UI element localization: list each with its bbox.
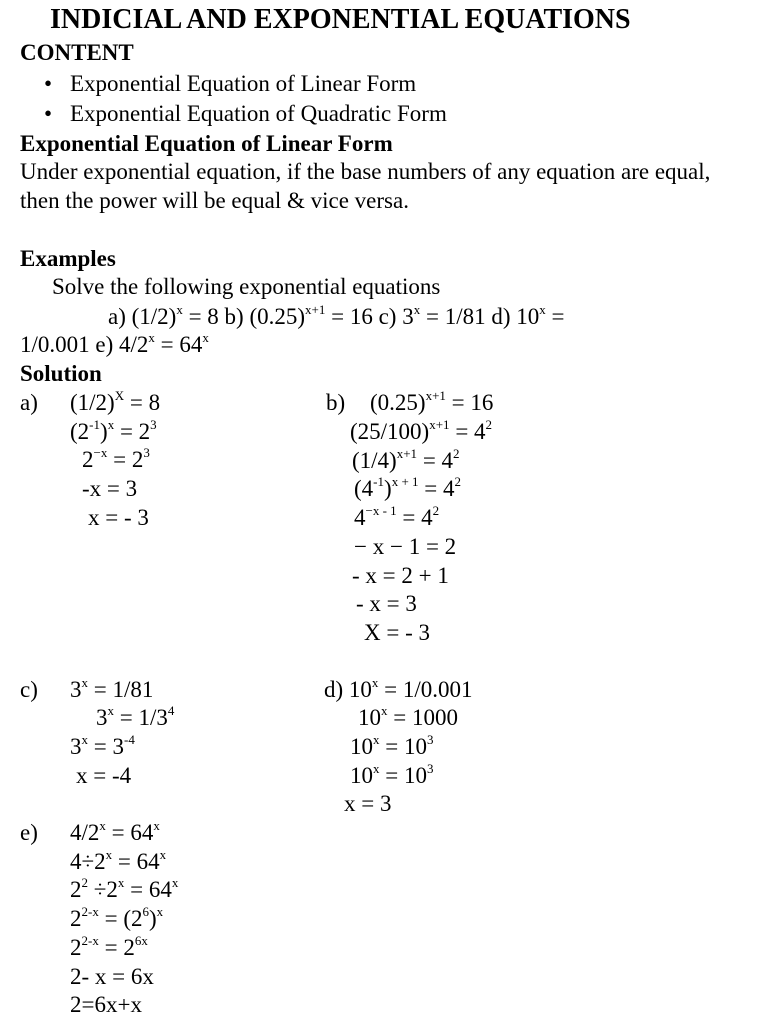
- solution-b-line: $(4^{-1})^{x + 1} = 4^2$: [354, 474, 462, 501]
- page-title: INDICIAL AND EXPONENTIAL EQUATIONS: [50, 4, 631, 35]
- solution-e-line: $4\div 2^x = 64^x$: [70, 847, 167, 874]
- content-item: • Exponential Equation of Quadratic Form: [44, 101, 447, 126]
- solution-a-line: $2^{-x} = 2^3$: [82, 445, 150, 472]
- solution-a-line: -x = 3: [82, 476, 138, 501]
- content-item: • Exponential Equation of Linear Form: [44, 71, 417, 96]
- bullet-icon: •: [44, 101, 53, 126]
- intro-text: then the power will be equal & vice versa.: [20, 188, 409, 213]
- solution-b-line: $(0.25)^{x+1} = 16$: [370, 388, 494, 415]
- solution-c-line: x = -4: [76, 763, 132, 788]
- solution-b-line: $(1/4)^{x+1} = 4^2$: [352, 446, 460, 473]
- solution-e-line: 2- x = 6x: [70, 964, 154, 989]
- solution-b-line: X = - 3: [364, 620, 430, 645]
- solution-d-line: d) $10^x = 1/0.001$: [324, 675, 473, 702]
- examples-instruction: Solve the following exponential equations: [52, 274, 441, 299]
- label-c: c): [20, 677, 38, 702]
- solution-e-line: $2^{2-x} = (2^6)^x$: [70, 904, 164, 931]
- solution-b-line: - x = 3: [356, 591, 417, 616]
- section-heading: Exponential Equation of Linear Form: [20, 131, 393, 156]
- solution-d-line: $10^x = 1000$: [358, 703, 458, 730]
- solution-a-line: x = - 3: [88, 505, 149, 530]
- bullet-icon: •: [44, 71, 53, 96]
- solution-b-line: $4^{-x - 1} = 4^2$: [354, 503, 440, 530]
- solution-a-line: $(1/2)^X = 8$: [70, 388, 161, 415]
- solution-a-line: $(2^{-1})^x = 2^3$: [70, 417, 157, 444]
- examples-heading: Examples: [20, 246, 116, 271]
- examples-line: a) $(1/2)^x = 8$ b) $(0.25)^{x+1} = 16$ c) $3^x = 1/81$ d) $10^x$ =: [108, 302, 565, 329]
- solution-heading: Solution: [20, 361, 102, 386]
- label-a: a): [20, 390, 38, 415]
- solution-e-line: $2^{2-x} = 2^{6x}$: [70, 933, 148, 960]
- solution-c-line: $3^x = 1/81$: [70, 675, 154, 702]
- solution-d-line: $10^x = 10^3$: [350, 732, 434, 759]
- intro-text: Under exponential equation, if the base numbers of any equation are equal,: [20, 159, 711, 184]
- examples-line: 1/0.001 e) $4/2^x = 64^x$: [20, 330, 209, 357]
- solution-b-line: - x = 2 + 1: [352, 563, 449, 588]
- solution-e-line: $2^2 \div 2^x = 64^x$: [70, 875, 179, 902]
- solution-d-line: x = 3: [344, 791, 392, 816]
- solution-c-line: $3^x = 1/3^4$: [96, 703, 175, 730]
- content-heading: CONTENT: [20, 40, 134, 65]
- solution-b-line: $(25/100)^{x+1} = 4^2$: [350, 417, 493, 444]
- solution-c-line: $3^x = 3^{-4}$: [70, 732, 135, 759]
- solution-e-line: $4/2^x = 64^x$: [70, 818, 160, 845]
- label-e: e): [20, 820, 38, 845]
- solution-b-line: − x − 1 = 2: [354, 534, 457, 559]
- label-b: b): [326, 390, 346, 415]
- solution-e-line: 2=6x+x: [70, 992, 142, 1017]
- solution-d-line: $10^x = 10^3$: [350, 761, 434, 788]
